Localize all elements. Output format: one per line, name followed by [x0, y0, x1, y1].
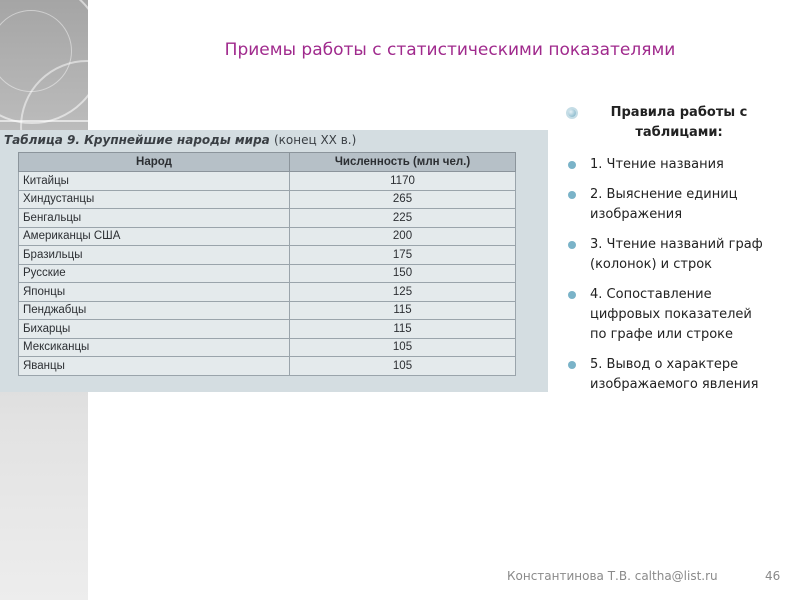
cell-population: 115: [290, 320, 516, 339]
table-caption: [4, 133, 356, 147]
table-row: [19, 246, 516, 265]
decorative-line: [0, 120, 88, 122]
cell-people: Пенджабцы: [19, 301, 290, 320]
cell-population: 175: [290, 246, 516, 265]
header-people: Народ: [19, 153, 290, 172]
table-row: [19, 320, 516, 339]
cell-people: Американцы США: [19, 227, 290, 246]
cell-people: Русские: [19, 264, 290, 283]
list-item-text: 1. Чтение названия: [590, 157, 724, 172]
bullet-icon: [568, 161, 576, 169]
bullet-icon: [568, 291, 576, 299]
cell-population: 150: [290, 264, 516, 283]
cell-population: 200: [290, 227, 516, 246]
rules-heading-text: Правила работы с таблицами:: [610, 105, 748, 140]
table-row: [19, 190, 516, 209]
slide-title: Приемы работы с статистическими показателями: [224, 40, 676, 60]
bullet-icon: [568, 361, 576, 369]
cell-people: Японцы: [19, 283, 290, 302]
bullet-icon: [568, 241, 576, 249]
table-row: [19, 264, 516, 283]
list-item-text: 3. Чтение названий граф (колонок) и строк: [590, 237, 763, 272]
page-number: 46: [765, 569, 781, 583]
cell-population: 225: [290, 209, 516, 228]
cell-population: 1170: [290, 172, 516, 191]
list-item: [568, 155, 768, 175]
table-row: [19, 209, 516, 228]
table-row: [19, 357, 516, 376]
list-item: [568, 285, 768, 345]
footer-author: Константинова Т.В. caltha@list.ru: [507, 569, 718, 583]
list-item-text: 4. Сопоставление цифровых показателей по графе или строке: [590, 287, 752, 342]
list-item-text: 5. Вывод о характере изображаемого явления: [590, 357, 759, 392]
peoples-table: [18, 152, 516, 376]
bullet-icon: [568, 109, 576, 117]
table-row: [19, 338, 516, 357]
cell-population: 115: [290, 301, 516, 320]
cell-people: Бенгальцы: [19, 209, 290, 228]
table-row: [19, 227, 516, 246]
cell-people: Бразильцы: [19, 246, 290, 265]
bullet-icon: [568, 191, 576, 199]
cell-people: Китайцы: [19, 172, 290, 191]
rules-list: [568, 103, 768, 395]
table-caption-suffix: (конец XX в.): [273, 133, 357, 147]
cell-people: Хиндустанцы: [19, 190, 290, 209]
rules-heading: [568, 103, 768, 143]
table-header-row: [19, 153, 516, 172]
cell-people: Яванцы: [19, 357, 290, 376]
cell-people: Бихарцы: [19, 320, 290, 339]
list-item: [568, 185, 768, 225]
table-row: [19, 301, 516, 320]
table-row: [19, 172, 516, 191]
cell-population: 265: [290, 190, 516, 209]
table-caption-text: Таблица 9. Крупнейшие народы мира: [4, 133, 270, 147]
table-row: [19, 283, 516, 302]
list-item: [568, 235, 768, 275]
table-scan-image: [0, 130, 548, 392]
list-item-text: 2. Выяснение единиц изображения: [590, 187, 738, 222]
cell-population: 105: [290, 357, 516, 376]
header-population: Численность (млн чел.): [290, 153, 516, 172]
cell-people: Мексиканцы: [19, 338, 290, 357]
cell-population: 105: [290, 338, 516, 357]
cell-population: 125: [290, 283, 516, 302]
list-item: [568, 355, 768, 395]
